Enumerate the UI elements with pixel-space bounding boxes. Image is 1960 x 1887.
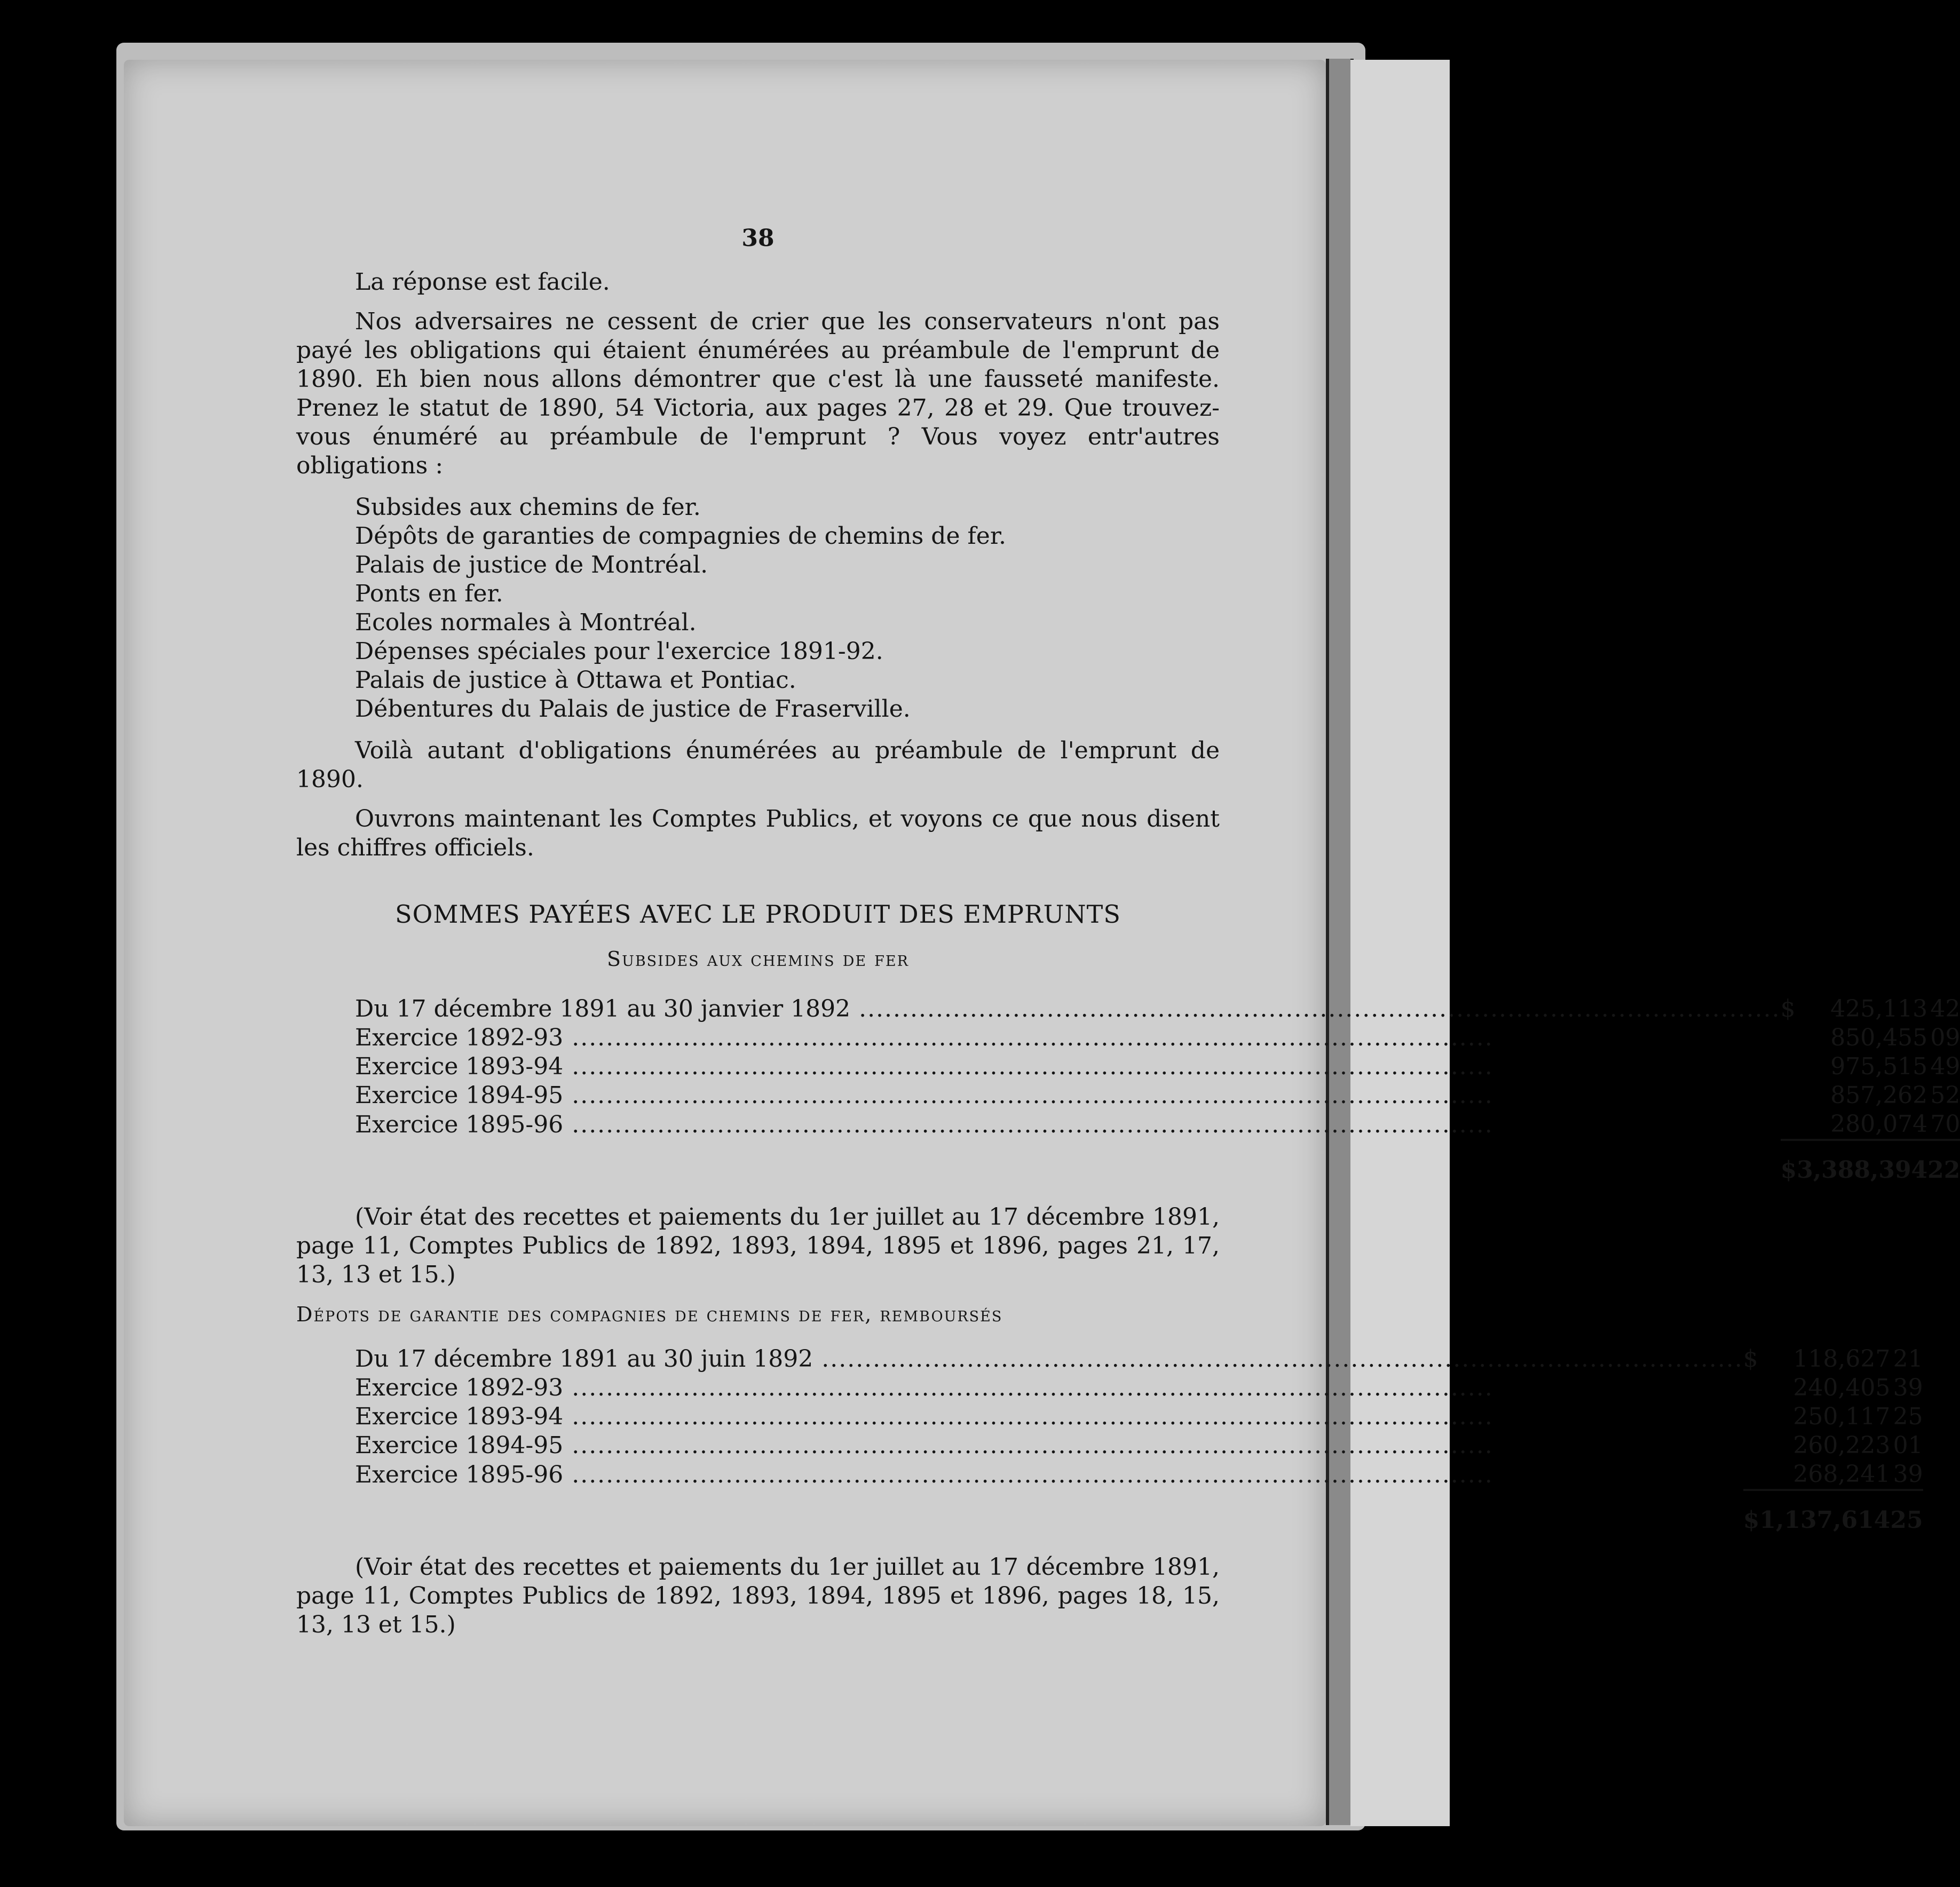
total-rule [355,1140,1960,1149]
section-2-note: (Voir état des recettes et paiements du 1er juillet au 17 décembre 1891, page 11, Comptes Publics de 1892, 1893, 1894, 1895 et 1896, pages 18, 15, 13, 13 et 15.) [296,1553,1220,1638]
row-label: Du 17 décembre 1891 au 30 juin 1892 ..... [355,1345,1743,1373]
total-cents: 22 [1927,1156,1960,1184]
list-item: Débentures du Palais de justice de Fraserville. [355,695,911,723]
row-label: Exercice 1895-96 ..... [355,1111,1493,1138]
row-cents: 25 [1893,1403,1923,1430]
row-currency [1743,1402,1775,1431]
row-currency [1781,1081,1812,1110]
list-item: Ponts en fer. [355,580,503,607]
section-2-table [355,1345,1923,1535]
row-label: Exercice 1893-94 ..... [355,1053,1493,1080]
row-currency [1743,1460,1775,1490]
row-label: Exercice 1892-93 ..... [355,1024,1493,1051]
row-currency [1781,1110,1812,1140]
row-amount: 260,223 [1793,1432,1891,1459]
row-amount: 850,455 [1830,1024,1928,1051]
row-label: Exercice 1894-95 ..... [355,1432,1493,1459]
table-row [355,1345,1923,1374]
row-cents: 52 [1930,1082,1960,1109]
section-1-heading: Subsides aux chemins de fer [607,947,909,971]
list-item: Ecoles normales à Montréal. [355,609,697,636]
row-currency [1781,1052,1812,1081]
section-2-heading: Dépots de garantie des compagnies de chemins de fer, remboursés [296,1303,1003,1326]
main-heading: SOMMES PAYÉES AVEC LE PRODUIT DES EMPRUNTS [395,900,1121,929]
row-cents: 39 [1893,1461,1923,1488]
row-label: Exercice 1893-94 ..... [355,1403,1493,1430]
row-amount: 280,074 [1830,1111,1928,1138]
row-amount: 425,113 [1830,995,1928,1022]
row-cents: 09 [1930,1024,1960,1051]
row-amount: 118,627 [1793,1345,1891,1373]
row-currency: $ [1780,995,1796,1022]
row-currency [1743,1431,1775,1460]
page-number: 38 [741,225,774,252]
paragraph-3: Ouvrons maintenant les Comptes Publics, et voyons ce que nous disent les chiffres officiels. [296,805,1220,861]
row-label: Exercice 1892-93 ..... [355,1374,1493,1401]
total-row [355,1149,1960,1185]
table-row [355,1024,1960,1052]
paragraph-2: Voilà autant d'obligations énumérées au préambule de l'emprunt de 1890. [296,737,1220,793]
row-cents: 21 [1893,1345,1923,1373]
row-currency [1743,1374,1775,1402]
book-spine [1326,59,1354,1825]
table-row [355,1081,1960,1110]
row-label: Exercice 1894-95 ..... [355,1082,1493,1109]
list-item: Palais de justice de Montréal. [355,551,708,578]
total-amount: $1,137,614 [1743,1507,1891,1534]
row-label: Du 17 décembre 1891 au 30 janvier 1892 ..... [355,995,1781,1022]
row-amount: 857,262 [1830,1082,1928,1109]
row-cents: 01 [1893,1432,1923,1459]
section-1-note: (Voir état des recettes et paiements du 1er juillet au 17 décembre 1891, page 11, Comptes Publics de 1892, 1893, 1894, 1895 et 1896, pages 21, 17, 13, 13 et 15.) [296,1203,1220,1288]
table-row [355,1110,1960,1140]
table-row [355,1052,1960,1081]
table-row [355,1460,1923,1490]
table-row [355,995,1960,1024]
table-row [355,1402,1923,1431]
list-item: Palais de justice à Ottawa et Pontiac. [355,667,796,694]
table-row [355,1374,1923,1402]
row-currency: $ [1743,1345,1758,1373]
total-row [355,1500,1923,1535]
list-item: Subsides aux chemins de fer. [355,494,701,521]
section-1-table [355,995,1960,1185]
next-page-edge [1350,60,1450,1826]
list-item: Dépenses spéciales pour l'exercice 1891-92. [355,638,883,665]
row-label: Exercice 1895-96 ..... [355,1461,1493,1488]
paragraph-1: Nos adversaires ne cessent de crier que les conservateurs n'ont pas payé les obligations qui étaient énumérées au préambule de l'emprunt de 1890. Eh bien nous allons démontrer que c'est là une fausseté manifeste. Prenez le statut de 1890, 54 Victoria, aux pages 27, 28 et 29. Que trouvez-vous énuméré au préambule de l'emprunt ? Vous voyez entr'autres obligations : [296,308,1220,479]
table-row [355,1431,1923,1460]
row-cents: 70 [1930,1111,1960,1138]
row-amount: 240,405 [1793,1374,1891,1401]
row-currency [1781,1024,1812,1052]
list-item: Dépôts de garanties de compagnies de chemins de fer. [355,522,1007,550]
obligations-list [355,493,1220,724]
total-rule [355,1490,1923,1500]
row-amount: 250,117 [1793,1403,1891,1430]
intro-text: La réponse est facile. [355,268,610,296]
total-cents: 25 [1890,1507,1923,1534]
row-amount: 975,515 [1830,1053,1928,1080]
page-content [296,224,1960,1650]
row-cents: 39 [1893,1374,1923,1401]
row-cents: 49 [1930,1053,1960,1080]
row-cents: 42 [1930,995,1960,1022]
row-amount: 268,241 [1793,1461,1891,1488]
total-amount: $3,388,394 [1780,1156,1928,1184]
